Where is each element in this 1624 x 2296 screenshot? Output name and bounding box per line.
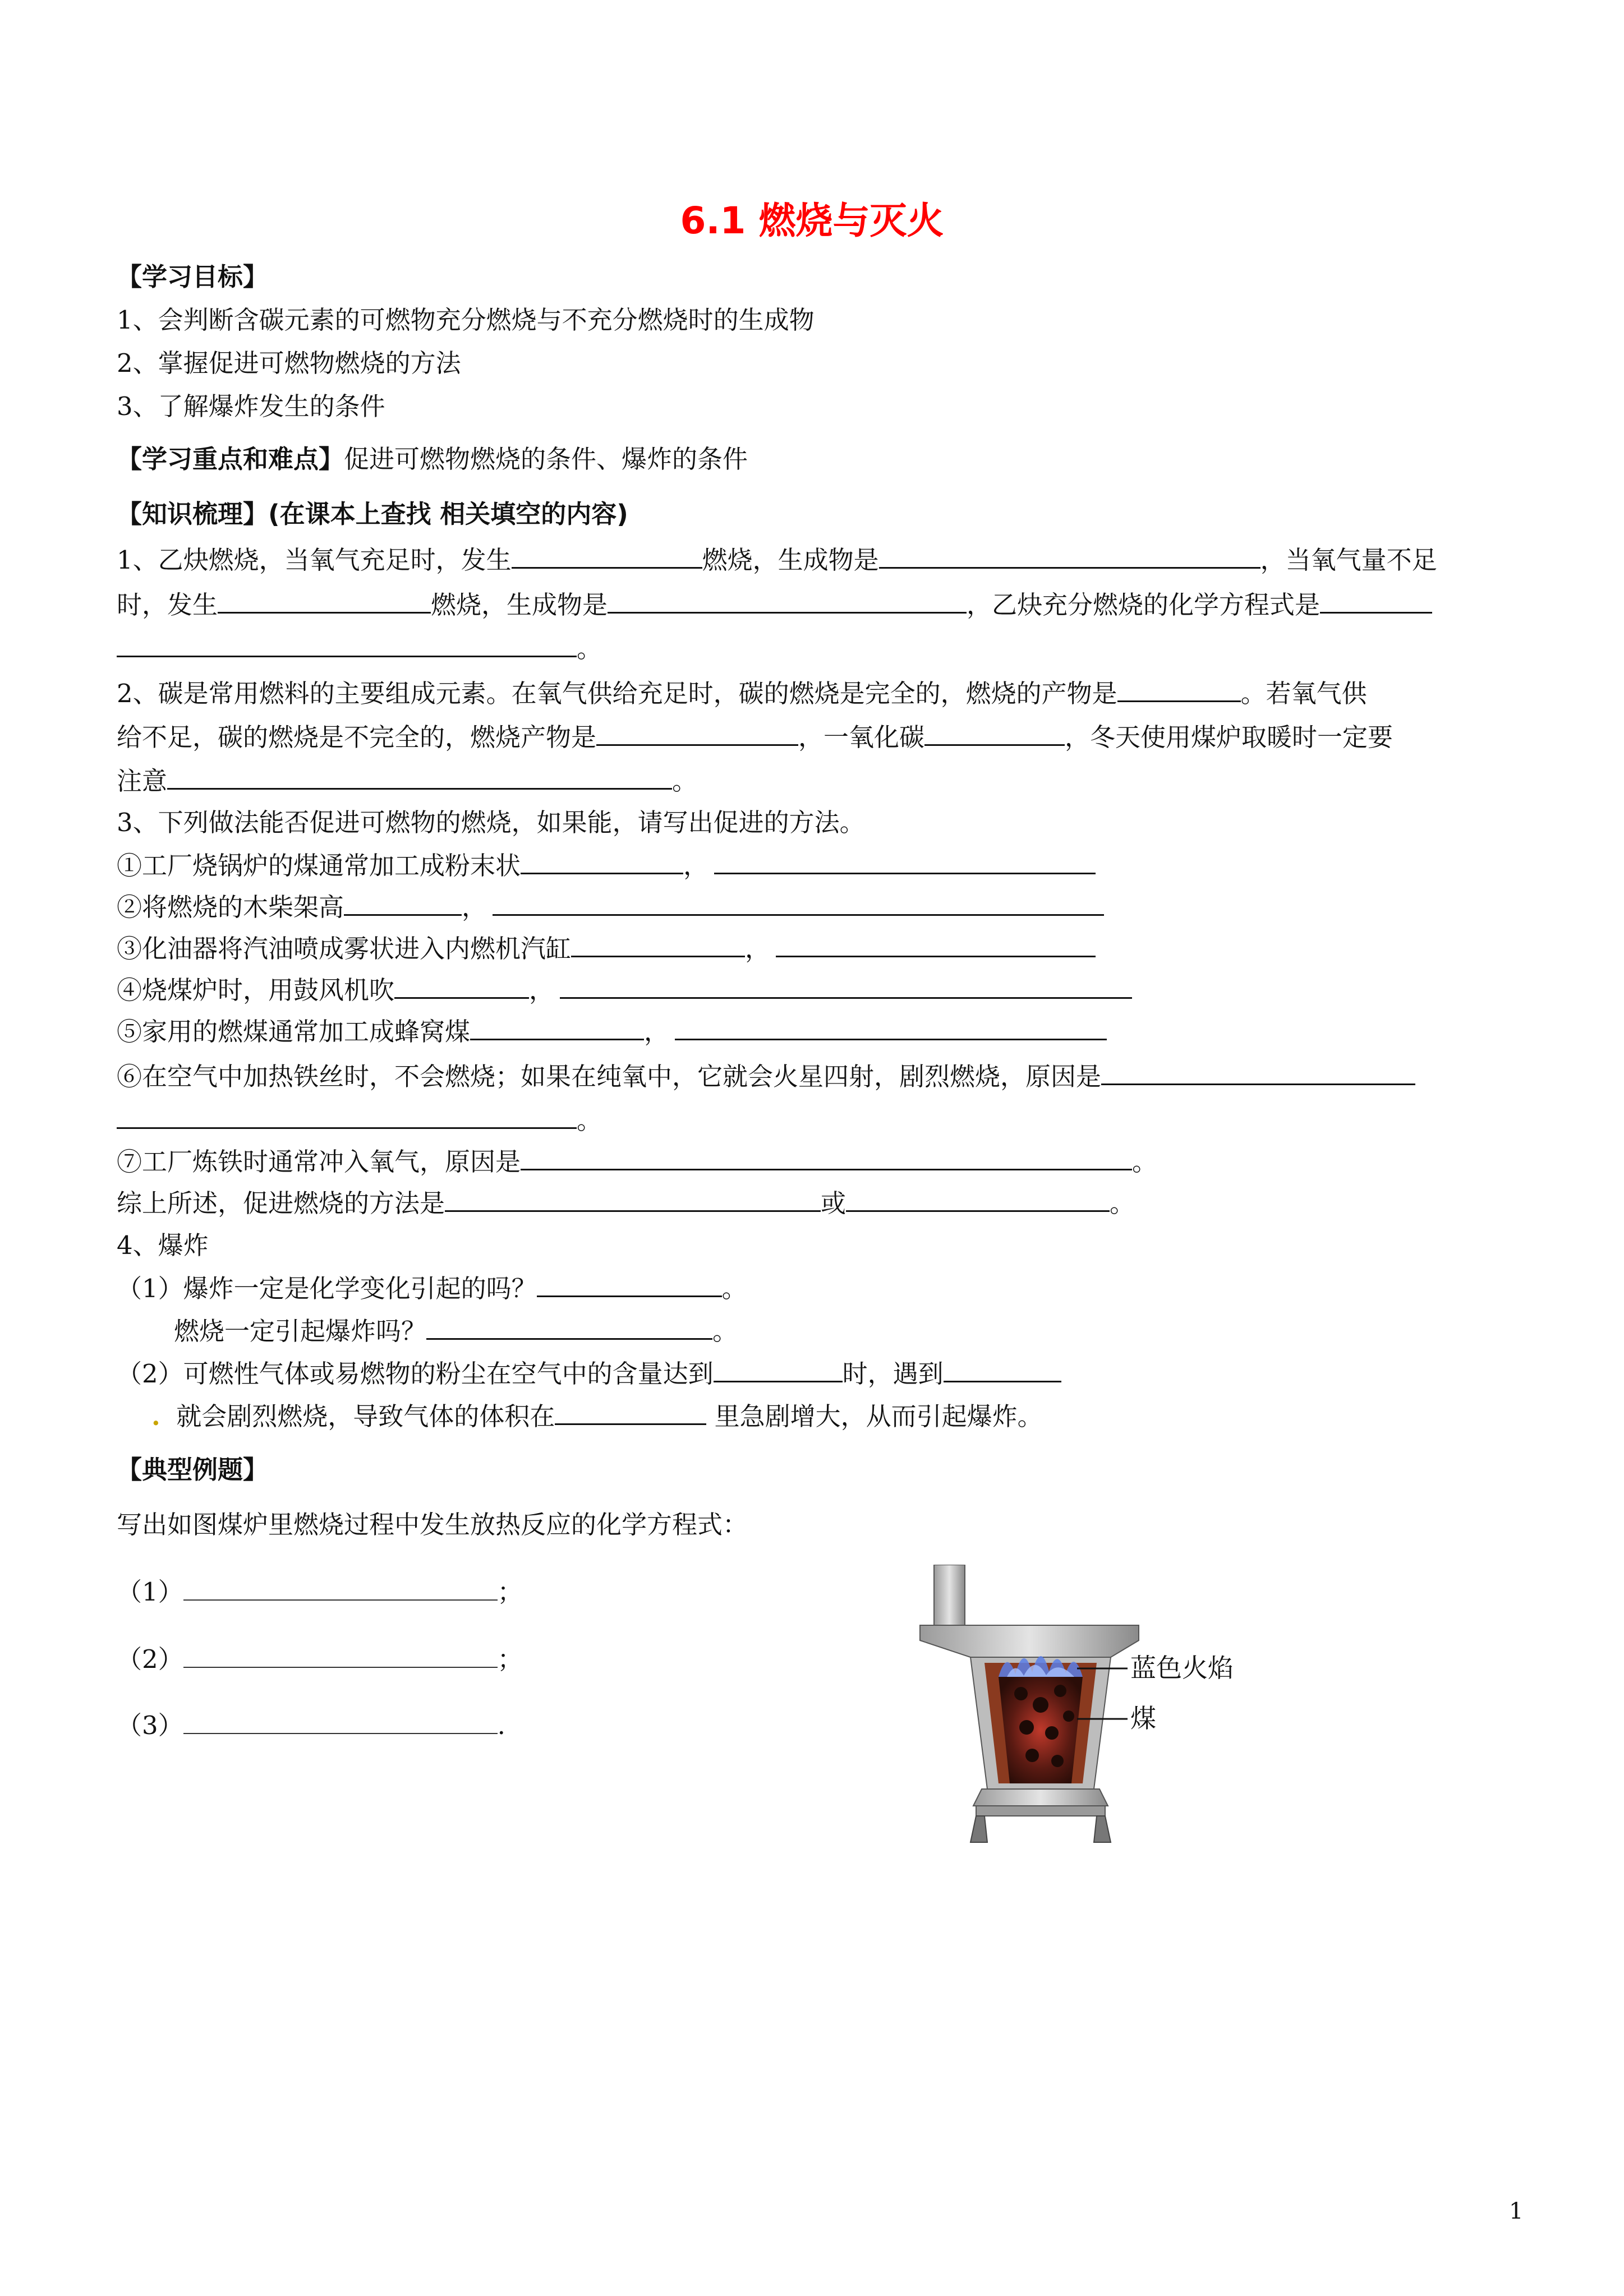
q3-item-text: ④烧煤炉时，用鼓风机吹	[117, 975, 395, 1005]
q2-line1	[117, 676, 1367, 711]
comma: ，	[529, 975, 555, 1005]
coal-stove-illustration	[909, 1565, 1268, 1845]
example-item-end: ；	[497, 1644, 523, 1674]
q3-item-6-cont	[117, 1103, 602, 1138]
q1-text: 时，发生	[117, 590, 218, 620]
flame-label: 蓝色火焰	[1130, 1653, 1234, 1683]
q4-text: （2）可燃性气体或易燃物的粉尘在空气中的含量达到	[117, 1359, 714, 1389]
q3-blank[interactable]	[776, 931, 1096, 957]
q1-blank-3[interactable]	[218, 587, 431, 614]
q3-blank[interactable]	[521, 1144, 1132, 1170]
q3-item-text: ①工厂烧锅炉的煤通常加工成粉末状	[117, 851, 521, 880]
q2-text: ，冬天使用煤炉取暖时一定要	[1065, 722, 1393, 752]
q4-part1b	[174, 1313, 738, 1349]
example-blank[interactable]	[183, 1642, 498, 1668]
q3-blank[interactable]	[714, 848, 1096, 874]
key-points-text: 促进可燃物燃烧的条件、爆炸的条件	[344, 444, 748, 474]
q1-line3	[117, 631, 602, 666]
q1-line1	[117, 542, 1437, 578]
dot-mark: .	[151, 1401, 160, 1431]
example-prompt: 写出如图煤炉里燃烧过程中发生放热反应的化学方程式：	[117, 1510, 748, 1539]
page-number: 1	[1509, 2198, 1524, 2224]
q3-blank[interactable]	[571, 931, 745, 957]
example-item-3	[117, 1708, 505, 1743]
q3-item-7	[117, 1144, 1157, 1179]
q1-blank-5[interactable]	[1320, 587, 1432, 614]
q2-text: ，一氧化碳	[798, 722, 925, 752]
q3-item-text: ③化油器将汽油喷成雾状进入内燃机汽缸	[117, 934, 572, 963]
q4-part2a	[117, 1356, 1061, 1391]
q4-intro: 4、爆炸	[117, 1230, 209, 1260]
q4-text: 里急剧增大，从而引起爆炸。	[714, 1401, 1043, 1431]
q3-blank[interactable]	[846, 1186, 1110, 1212]
q4-part2b	[151, 1399, 1043, 1434]
q3-item-text: ②将燃烧的木柴架高	[117, 892, 344, 922]
q3-summary	[117, 1186, 1135, 1221]
example-item-end: .	[497, 1711, 505, 1740]
q1-text: 1、乙炔燃烧，当氧气充足时，发生	[117, 545, 512, 575]
comma: ，	[683, 851, 709, 880]
q2-text: 给不足，碳的燃烧是不完全的，燃烧产物是	[117, 722, 597, 752]
q2-line3	[117, 763, 697, 799]
q1-text: 燃烧，生成物是	[702, 545, 879, 575]
comma: ，	[462, 892, 487, 922]
q3-item-3	[117, 931, 1096, 966]
example-item-label: （2）	[117, 1644, 183, 1674]
q3-blank[interactable]	[394, 972, 529, 999]
q2-line2	[117, 720, 1393, 755]
q1-text: ，乙炔充分燃烧的化学方程式是	[967, 590, 1321, 620]
q4-blank[interactable]	[426, 1313, 712, 1340]
example-item-end: ；	[497, 1577, 523, 1607]
example-item-label: （1）	[117, 1577, 183, 1607]
objective-item: 3、了解爆炸发生的条件	[117, 391, 385, 421]
q3-summary-or: 或	[821, 1188, 846, 1218]
q2-blank-4[interactable]	[167, 763, 672, 790]
q2-blank-2[interactable]	[596, 720, 798, 746]
q3-blank[interactable]	[470, 1014, 644, 1040]
comma: ，	[644, 1017, 670, 1046]
q4-part1a	[117, 1271, 747, 1306]
coal-label: 煤	[1130, 1703, 1156, 1733]
q2-text: 2、碳是常用燃料的主要组成元素。在氧气供给充足时，碳的燃烧是完全的，燃烧的产物是	[117, 679, 1117, 708]
q2-text: 。	[672, 766, 698, 796]
q4-blank[interactable]	[555, 1399, 706, 1425]
q4-text: 就会剧烈燃烧，导致气体的体积在	[176, 1401, 555, 1431]
page-title: 6.1 燃烧与灭火	[680, 199, 944, 242]
q1-blank-6[interactable]	[117, 631, 577, 657]
period: 。	[712, 1316, 738, 1346]
q3-item-5	[117, 1014, 1107, 1049]
example-heading: 【典型例题】	[117, 1455, 269, 1484]
period: 。	[1110, 1188, 1135, 1218]
q4-blank[interactable]	[537, 1271, 722, 1297]
key-points-heading: 【学习重点和难点】	[117, 444, 344, 474]
q3-blank[interactable]	[521, 848, 683, 874]
q3-blank[interactable]	[1101, 1059, 1415, 1085]
q2-blank-1[interactable]	[1117, 676, 1241, 702]
objective-item: 1、会判断含碳元素的可燃物充分燃烧与不充分燃烧时的生成物	[117, 305, 815, 335]
q4-blank[interactable]	[944, 1356, 1061, 1382]
q3-item-text: ⑤家用的燃煤通常加工成蜂窝煤	[117, 1017, 471, 1046]
q3-summary-text: 综上所述，促进燃烧的方法是	[117, 1188, 445, 1218]
q1-blank-1[interactable]	[512, 542, 702, 569]
key-points	[117, 442, 748, 477]
example-blank[interactable]	[183, 1575, 498, 1601]
q2-text: 注意	[117, 766, 168, 796]
q2-blank-3[interactable]	[924, 720, 1065, 746]
coal-stove-figure	[909, 1565, 1268, 1845]
q3-item-2	[117, 889, 1104, 925]
example-item-1	[117, 1575, 523, 1610]
q2-text: 。若氧气供	[1240, 679, 1367, 708]
q3-item-4	[117, 972, 1132, 1008]
q3-blank[interactable]	[445, 1186, 821, 1212]
q4-text: （1）爆炸一定是化学变化引起的吗？	[117, 1274, 537, 1303]
q4-text: 燃烧一定引起爆炸吗？	[174, 1316, 427, 1346]
period: 。	[721, 1274, 747, 1303]
q3-intro: 3、下列做法能否促进可燃物的燃烧，如果能，请写出促进的方法。	[117, 808, 865, 837]
objectives-heading: 【学习目标】	[117, 262, 269, 292]
q3-blank[interactable]	[493, 889, 1104, 916]
q4-blank[interactable]	[714, 1356, 843, 1382]
example-item-label: （3）	[117, 1711, 183, 1740]
q1-blank-4[interactable]	[608, 587, 967, 614]
q1-text: 燃烧，生成物是	[431, 590, 608, 620]
period: 。	[1132, 1147, 1158, 1177]
period: 。	[577, 1105, 602, 1135]
review-heading: 【知识梳理】(在课本上查找 相关填空的内容)	[117, 499, 628, 529]
q3-blank[interactable]	[117, 1103, 577, 1129]
q3-blank[interactable]	[344, 889, 462, 916]
q4-text: 时，遇到	[842, 1359, 944, 1389]
q3-item-text: ⑥在空气中加热铁丝时，不会燃烧；如果在纯氧中，它就会火星四射，剧烈燃烧，原因是	[117, 1062, 1102, 1091]
q1-text: ，当氧气量不足	[1260, 545, 1437, 575]
comma: ，	[745, 934, 771, 963]
q3-item-text: ⑦工厂炼铁时通常冲入氧气，原因是	[117, 1147, 521, 1177]
q1-blank-2[interactable]	[879, 542, 1260, 569]
q3-item-6	[117, 1059, 1415, 1094]
q1-text: 。	[577, 634, 602, 663]
q3-item-1	[117, 848, 1096, 883]
example-item-2	[117, 1642, 523, 1677]
q3-blank[interactable]	[560, 972, 1132, 999]
q1-line2	[117, 587, 1432, 623]
example-blank[interactable]	[183, 1708, 498, 1734]
q3-blank[interactable]	[675, 1014, 1107, 1040]
objective-item: 2、掌握促进可燃物燃烧的方法	[117, 348, 461, 378]
